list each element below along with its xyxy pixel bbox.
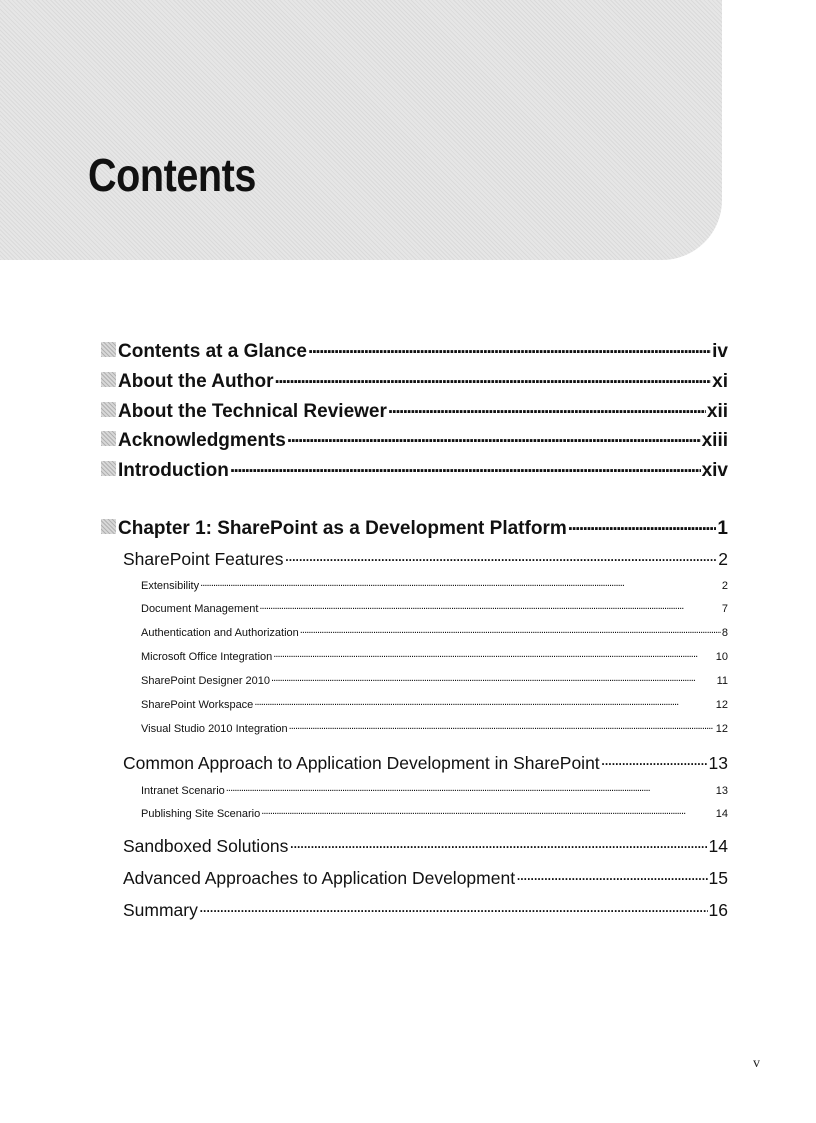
entry-marker-icon <box>101 402 116 417</box>
toc-entry-sharepoint-features[interactable] <box>123 547 728 570</box>
toc-entry-label: Extensibility <box>141 580 200 592</box>
toc-entry-label: About the Technical Reviewer <box>118 401 387 422</box>
entry-marker-icon <box>101 342 116 357</box>
dot-leader <box>568 515 717 534</box>
toc-entry-label: Sandboxed Solutions <box>123 835 289 856</box>
toc-entry-common-approach[interactable] <box>123 751 728 774</box>
toc-entry-page: 12 <box>715 723 728 735</box>
toc-entry-label: SharePoint Features <box>123 548 284 569</box>
toc-entry-page: xi <box>712 371 728 392</box>
toc-entry-label: Common Approach to Application Development in SharePoint <box>123 752 600 773</box>
toc-entry-label: Intranet Scenario <box>141 785 225 797</box>
toc-entry-label: Introduction <box>118 460 229 481</box>
toc-entry-label: About the Author <box>118 371 274 392</box>
toc-entry-label: Advanced Approaches to Application Development <box>123 867 516 888</box>
toc-entry-chapter-1[interactable] <box>101 515 728 540</box>
dot-leader <box>199 898 708 916</box>
toc-entry-page: 14 <box>715 808 728 820</box>
dot-leader <box>516 866 707 884</box>
dot-leader <box>289 834 707 852</box>
toc-entry-page: 16 <box>708 899 728 920</box>
dot-leader <box>254 697 714 708</box>
dot-leader <box>259 601 720 612</box>
toc-entry-visual-studio-2010-integration[interactable] <box>141 721 728 735</box>
dot-leader <box>200 578 721 589</box>
toc-entry-label: SharePoint Designer 2010 <box>141 675 271 687</box>
dot-leader <box>230 457 701 476</box>
toc-entry-page: 13 <box>708 752 728 773</box>
toc-entry-page: 2 <box>718 548 728 569</box>
toc-entry-about-the-author[interactable] <box>101 368 728 393</box>
toc-entry-authentication-and-authorization[interactable] <box>141 625 728 639</box>
dot-leader <box>289 721 715 732</box>
dot-leader <box>261 806 715 817</box>
toc-entry-label: Visual Studio 2010 Integration <box>141 723 288 735</box>
toc-entry-summary[interactable] <box>123 898 728 921</box>
dot-leader <box>271 673 716 684</box>
entry-marker-icon <box>101 519 116 534</box>
toc-entry-page: 2 <box>721 580 728 592</box>
toc-entry-extensibility[interactable] <box>141 578 728 592</box>
dot-leader <box>388 398 706 417</box>
toc-entry-label: Summary <box>123 899 198 920</box>
toc-entry-sharepoint-workspace[interactable] <box>141 697 728 711</box>
toc-entry-about-the-technical-reviewer[interactable] <box>101 398 728 423</box>
toc-entry-page: xiii <box>701 430 728 451</box>
toc-entry-advanced-approaches[interactable] <box>123 866 728 889</box>
toc-entry-microsoft-office-integration[interactable] <box>141 649 728 663</box>
dot-leader <box>274 368 711 387</box>
dot-leader <box>273 649 715 660</box>
entry-marker-icon <box>101 461 116 476</box>
toc-entry-document-management[interactable] <box>141 601 728 615</box>
toc-entry-contents-at-a-glance[interactable] <box>101 338 728 363</box>
dot-leader <box>308 338 711 357</box>
toc-entry-page: xiv <box>701 460 728 481</box>
toc-entry-label: Publishing Site Scenario <box>141 808 261 820</box>
toc-entry-page: 1 <box>717 518 728 539</box>
toc-entry-sharepoint-designer-2010[interactable] <box>141 673 728 687</box>
page-title: Contents <box>88 149 256 201</box>
toc-entry-page: 15 <box>708 867 728 888</box>
toc-entry-intranet-scenario[interactable] <box>141 783 728 797</box>
toc-entry-page: iv <box>712 341 728 362</box>
dot-leader <box>287 427 701 446</box>
toc-entry-page: 13 <box>715 785 728 797</box>
toc-entry-label: Contents at a Glance <box>118 341 307 362</box>
page-number: v <box>753 1056 760 1071</box>
dot-leader <box>226 783 715 794</box>
toc-entry-page: 14 <box>708 835 728 856</box>
toc-entry-label: Acknowledgments <box>118 430 286 451</box>
toc-entry-label: Microsoft Office Integration <box>141 651 273 663</box>
entry-marker-icon <box>101 431 116 446</box>
entry-marker-icon <box>101 372 116 387</box>
toc-entry-page: 12 <box>715 699 728 711</box>
toc-entry-page: 11 <box>716 675 728 687</box>
toc-entry-acknowledgments[interactable] <box>101 427 728 452</box>
toc-entry-label: Document Management <box>141 603 259 615</box>
toc-entry-sandboxed-solutions[interactable] <box>123 834 728 857</box>
toc-entry-page: 10 <box>715 651 728 663</box>
dot-leader <box>601 751 708 769</box>
toc-entry-page: xii <box>706 401 728 422</box>
toc-entry-page: 8 <box>721 627 728 639</box>
toc-entry-page: 7 <box>721 603 728 615</box>
dot-leader <box>285 547 718 565</box>
toc-entry-publishing-site-scenario[interactable] <box>141 806 728 820</box>
dot-leader <box>300 625 721 636</box>
toc-entry-label: Chapter 1: SharePoint as a Development Platform <box>118 518 567 539</box>
toc-entry-label: Authentication and Authorization <box>141 627 299 639</box>
toc-entry-introduction[interactable] <box>101 457 728 482</box>
toc-entry-label: SharePoint Workspace <box>141 699 254 711</box>
